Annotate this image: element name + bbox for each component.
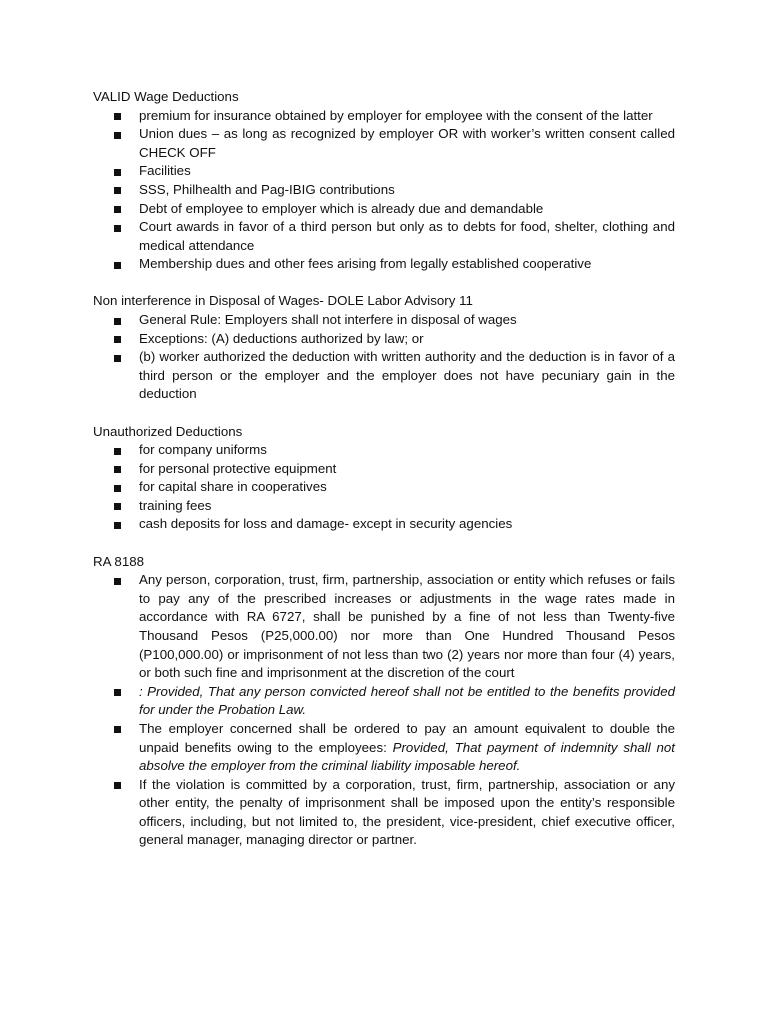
list-item-text: Facilities xyxy=(139,163,191,179)
list-item-text: If the violation is committed by a corporation, trust, firm, partnership, association or any other entity, the penalty of imprisonment shall be imposed upon the entity’s responsible officers, including, but not limited to, the president, vice-president, chief executive officer, general manager, managing director or partner. xyxy=(139,776,675,848)
list-item xyxy=(93,515,675,534)
list-item-text: Any person, corporation, trust, firm, partnership, association or entity which refuses or fails to pay any of the prescribed increases or adjustments in the wage rates made in accordance with RA 6727, shall be punished by a fine of not less than Twenty-five Thousand Pesos (P25,000.00) nor more than One Hundred Thousand Pesos (P100,000.00) or imprisonment of not less than two (2) years nor more than four (4) years, or both such fine and imprisonment at the discretion of the court xyxy=(139,572,675,681)
square-bullet-icon xyxy=(114,113,121,120)
square-bullet-icon xyxy=(114,503,121,510)
square-bullet-icon xyxy=(114,225,121,232)
section-title-unauthorized: Unauthorized Deductions xyxy=(93,423,243,439)
list-item-text: for personal protective equipment xyxy=(139,460,337,476)
square-bullet-icon xyxy=(114,689,121,696)
list-item-text: (b) worker authorized the deduction with written authority and the deduction is in favor of a third person or the employer and the employer does not have pecuniary gain in the deduction xyxy=(139,349,675,402)
list-item xyxy=(93,478,675,497)
square-bullet-icon xyxy=(114,485,121,492)
section-title-ra-8188: RA 8188 xyxy=(93,553,145,569)
list-item-text: The employer concerned shall be ordered to pay an amount equivalent to double the unpaid benefits owing to the employees: xyxy=(139,720,675,755)
list-item-text: Exceptions: (A) deductions authorized by law; or xyxy=(139,330,424,346)
list-item xyxy=(93,497,675,516)
list-item-text: cash deposits for loss and damage- except in security agencies xyxy=(139,516,513,532)
square-bullet-icon xyxy=(114,466,121,473)
section-non-interference xyxy=(93,292,675,404)
list-item xyxy=(93,218,675,255)
list-item-text: Debt of employee to employer which is already due and demandable xyxy=(139,200,544,216)
list-item xyxy=(93,348,675,404)
list-item xyxy=(93,441,675,460)
list-item xyxy=(93,125,675,162)
list-item xyxy=(93,720,675,776)
section-unauthorized-deductions xyxy=(93,423,675,535)
square-bullet-icon xyxy=(114,355,121,362)
square-bullet-icon xyxy=(114,169,121,176)
square-bullet-icon xyxy=(114,318,121,325)
document-page xyxy=(93,88,675,869)
list-item-text: Union dues – as long as recognized by employer OR with worker’s written consent called CHECK OFF xyxy=(139,126,675,160)
ra-8188-list xyxy=(93,571,675,850)
list-item xyxy=(93,181,675,200)
section-valid-deductions xyxy=(93,88,675,274)
list-item-text: Membership dues and other fees arising from legally established cooperative xyxy=(139,256,592,272)
list-item-text: premium for insurance obtained by employer for employee with the consent of the latter xyxy=(139,107,653,123)
valid-deductions-list xyxy=(93,107,675,274)
list-item xyxy=(93,571,675,683)
square-bullet-icon xyxy=(114,132,121,139)
square-bullet-icon xyxy=(114,206,121,213)
section-title-non-interference: Non interference in Disposal of Wages- DOLE Labor Advisory 11 xyxy=(93,293,473,309)
square-bullet-icon xyxy=(114,262,121,269)
list-item-text: : Provided, That any person convicted hereof shall not be entitled to the benefits provided for under the Probation Law. xyxy=(139,683,675,718)
list-item xyxy=(93,255,675,274)
list-item-text: for company uniforms xyxy=(139,442,267,458)
list-item-text: General Rule: Employers shall not interfere in disposal of wages xyxy=(139,312,517,328)
unauthorized-deductions-list xyxy=(93,441,675,534)
list-item-text: Court awards in favor of a third person but only as to debts for food, shelter, clothing and medical attendance xyxy=(139,219,675,253)
section-ra-8188 xyxy=(93,553,675,851)
square-bullet-icon xyxy=(114,578,121,585)
square-bullet-icon xyxy=(114,726,121,733)
list-item xyxy=(93,200,675,219)
list-item-text: SSS, Philhealth and Pag-IBIG contributions xyxy=(139,181,395,197)
list-item xyxy=(93,162,675,181)
list-item xyxy=(93,776,675,850)
list-item xyxy=(93,107,675,126)
list-item-proviso-text: Provided, That payment of indemnity shall not absolve the employer from the criminal liability imposable hereof. xyxy=(139,739,676,774)
square-bullet-icon xyxy=(114,448,121,455)
list-item xyxy=(93,683,675,720)
square-bullet-icon xyxy=(114,187,121,194)
square-bullet-icon xyxy=(114,522,121,529)
square-bullet-icon xyxy=(114,782,121,789)
list-item xyxy=(93,460,675,479)
list-item xyxy=(93,311,675,330)
list-item-text: training fees xyxy=(139,497,212,513)
square-bullet-icon xyxy=(114,336,121,343)
list-item xyxy=(93,330,675,349)
non-interference-list xyxy=(93,311,675,404)
section-title-valid: VALID Wage Deductions xyxy=(93,89,239,104)
list-item-text: for capital share in cooperatives xyxy=(139,479,327,495)
